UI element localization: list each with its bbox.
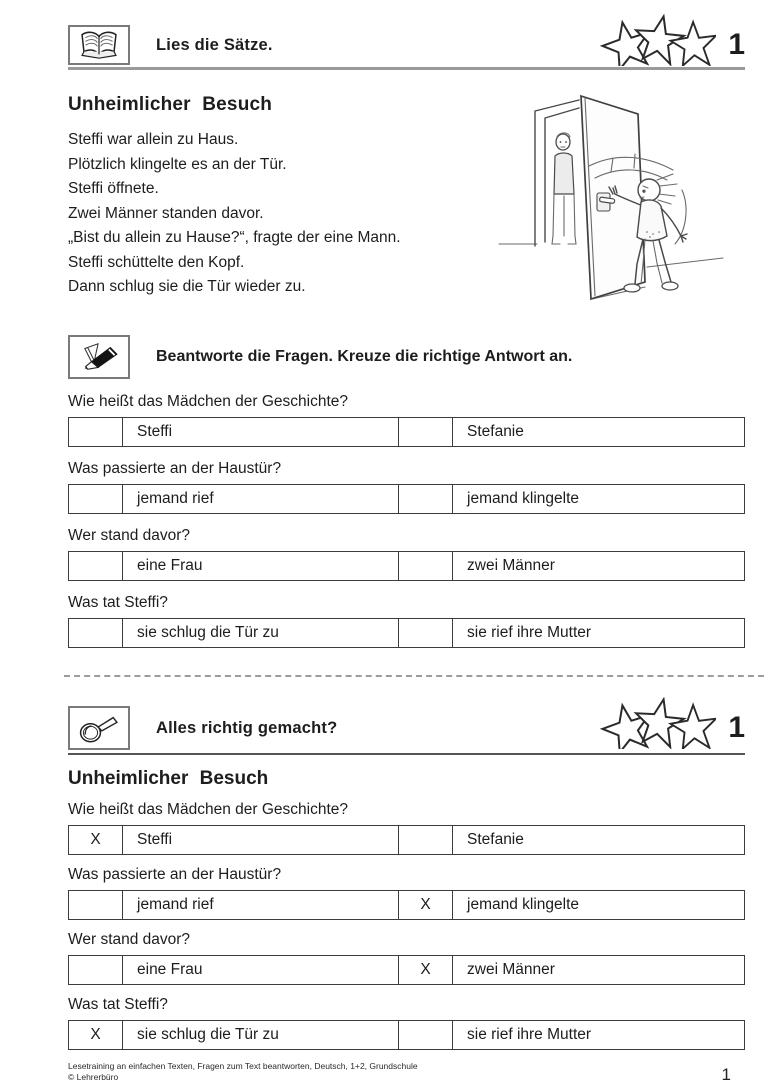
worksheet-questions: [68, 393, 745, 648]
story-section: [68, 94, 745, 312]
answer-option: eine Frau: [123, 552, 399, 580]
checkbox-cell-marked[interactable]: X: [399, 891, 453, 919]
answer-option: eine Frau: [123, 956, 399, 984]
question-text: Wie heißt das Mädchen der Geschichte?: [68, 393, 348, 410]
checkbox-cell[interactable]: [399, 418, 453, 446]
question-text: Wer stand davor?: [68, 931, 191, 948]
question-text: Was tat Steffi?: [68, 594, 168, 611]
story-line: Steffi schüttelte den Kopf.: [68, 253, 245, 271]
level-number: 1: [728, 711, 745, 744]
question-text: Was tat Steffi?: [68, 996, 168, 1013]
page-title: Lies die Sätze.: [156, 35, 273, 54]
story-line: „Bist du allein zu Hause?“, fragte der eine Mann.: [68, 229, 401, 246]
answer-option: zwei Männer: [467, 961, 555, 978]
checkbox-cell[interactable]: [69, 891, 123, 919]
magnifier-icon: [68, 706, 130, 750]
answer-option: zwei Männer: [467, 557, 555, 574]
solution-header: [68, 705, 745, 751]
pencil-icon: [68, 335, 130, 379]
checkbox-cell[interactable]: [69, 485, 123, 513]
question-text: Wie heißt das Mädchen der Geschichte?: [68, 801, 348, 818]
checkbox-cell-marked[interactable]: X: [69, 826, 123, 854]
worksheet-header: [68, 24, 745, 66]
page-footer: [68, 1061, 745, 1085]
checkbox-cell[interactable]: [69, 418, 123, 446]
answer-row: [68, 955, 745, 985]
question-text: Was passierte an der Haustür?: [68, 460, 282, 477]
task-header: [68, 334, 745, 380]
checkbox-cell[interactable]: [69, 619, 123, 647]
story-line: Plötzlich klingelte es an der Tür.: [68, 155, 287, 173]
checkbox-cell[interactable]: [399, 485, 453, 513]
answer-option: sie rief ihre Mutter: [467, 1026, 592, 1043]
story-line: Dann schlug sie die Tür wieder zu.: [68, 278, 306, 295]
story-line: Steffi war allein zu Haus.: [68, 131, 239, 148]
door-scene-illustration: [497, 86, 725, 304]
footer-credits: [68, 1061, 418, 1083]
solution-header-title: Alles richtig gemacht?: [156, 718, 338, 737]
level-number: 1: [728, 28, 745, 61]
story-text: [68, 128, 508, 300]
difficulty-stars-icon: [598, 14, 716, 71]
page-number: 1: [721, 1065, 731, 1084]
open-book-icon: [68, 25, 130, 65]
checkbox-cell-marked[interactable]: X: [399, 956, 453, 984]
checkbox-cell[interactable]: [69, 552, 123, 580]
answer-row: [68, 484, 745, 514]
answer-row: [68, 618, 745, 648]
story-line: Steffi öffnete.: [68, 180, 159, 197]
answer-option: sie rief ihre Mutter: [467, 624, 592, 641]
answer-row: [68, 417, 745, 447]
footer-copyright: © Lehrerbüro: [68, 1072, 119, 1082]
solution-story-title: Unheimlicher Besuch: [68, 768, 269, 789]
answer-row: [68, 1020, 745, 1050]
answer-option: sie schlug die Tür zu: [123, 1021, 399, 1049]
answer-option: Stefanie: [467, 423, 524, 440]
checkbox-cell[interactable]: [399, 552, 453, 580]
footer-series: Lesetraining an einfachen Texten, Fragen zum Text beantworten, Deutsch, 1+2, Grundschule: [68, 1061, 418, 1071]
answer-option: Stefanie: [467, 831, 524, 848]
answer-row: [68, 825, 745, 855]
difficulty-stars-icon: [598, 697, 716, 754]
section-divider: [64, 675, 764, 677]
checkbox-cell[interactable]: [399, 619, 453, 647]
story-title: Unheimlicher Besuch: [68, 94, 273, 115]
answer-option: jemand klingelte: [467, 896, 580, 913]
answer-option: Steffi: [123, 418, 399, 446]
question-text: Was passierte an der Haustür?: [68, 866, 282, 883]
checkbox-cell[interactable]: [69, 956, 123, 984]
story-line: Zwei Männer standen davor.: [68, 204, 264, 222]
checkbox-cell-marked[interactable]: X: [69, 1021, 123, 1049]
answer-option: jemand rief: [123, 485, 399, 513]
question-text: Wer stand davor?: [68, 527, 191, 544]
answer-row: [68, 890, 745, 920]
answer-option: jemand rief: [123, 891, 399, 919]
answer-row: [68, 551, 745, 581]
answer-option: sie schlug die Tür zu: [123, 619, 399, 647]
answer-option: jemand klingelte: [467, 490, 580, 507]
task-instruction: Beantworte die Fragen. Kreuze die richtige Antwort an.: [156, 348, 573, 365]
answer-option: Steffi: [123, 826, 399, 854]
checkbox-cell[interactable]: [399, 826, 453, 854]
solution-questions: [68, 801, 745, 1050]
checkbox-cell[interactable]: [399, 1021, 453, 1049]
